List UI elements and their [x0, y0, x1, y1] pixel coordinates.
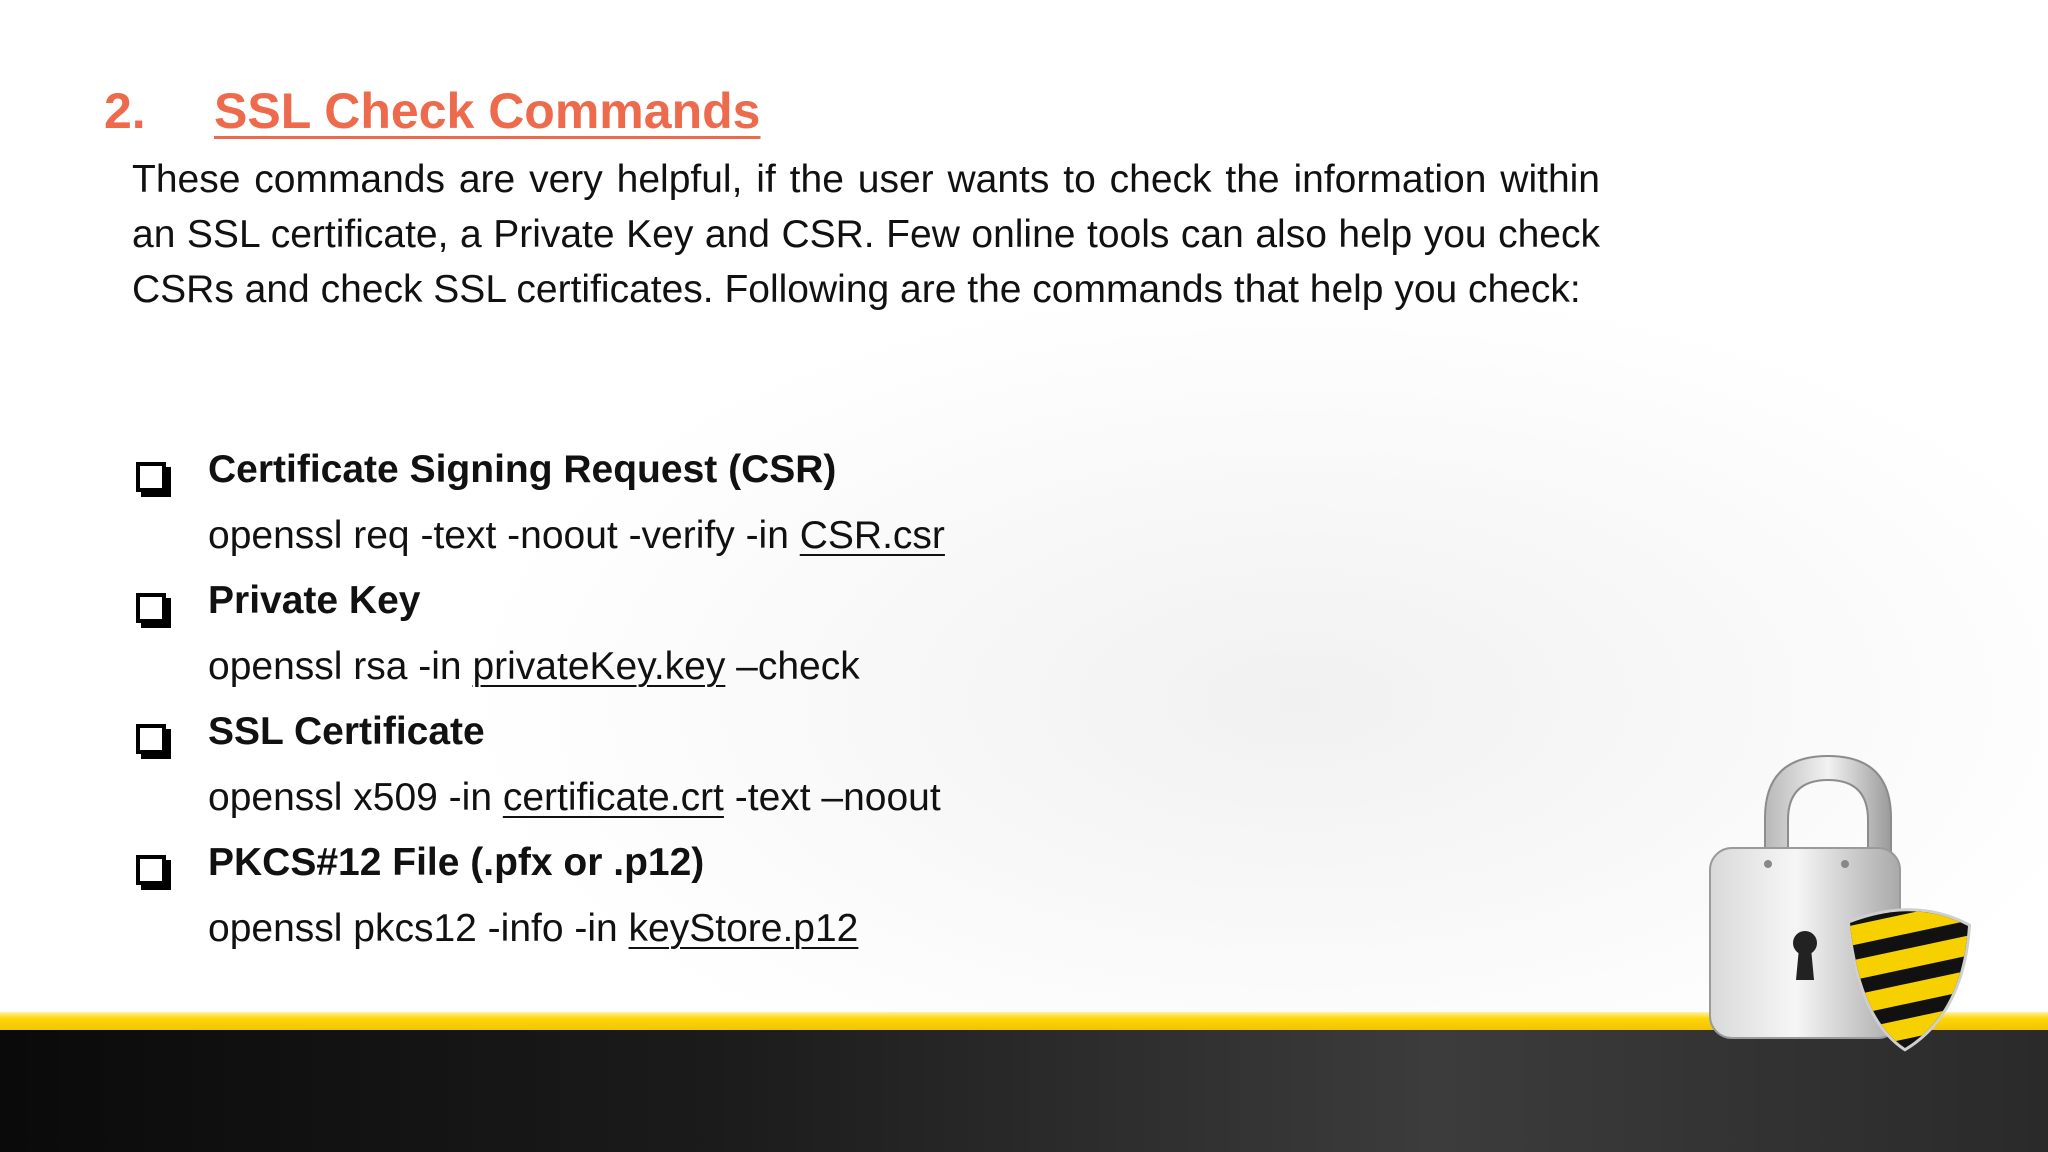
command-text: openssl req -text -noout -verify -in [208, 514, 800, 557]
file-name: privateKey.key [472, 645, 726, 688]
command-text: openssl pkcs12 -info -in [208, 907, 629, 950]
list-item-csr [130, 442, 1430, 573]
padlock-shield-icon [1700, 748, 1980, 1060]
command-text: openssl rsa -in [208, 645, 473, 688]
checkbox-bullet-icon [136, 462, 166, 492]
file-name: CSR.csr [799, 514, 945, 557]
command-list [130, 442, 1430, 966]
item-title: SSL Certificate [208, 710, 485, 753]
checkbox-bullet-icon [136, 855, 166, 885]
list-item-pkcs12 [130, 835, 1430, 966]
section-heading [104, 78, 760, 144]
item-title: PKCS#12 File (.pfx or .p12) [208, 841, 705, 884]
item-command [208, 514, 945, 558]
item-title: Certificate Signing Request (CSR) [208, 448, 837, 491]
checkbox-bullet-icon [136, 593, 166, 623]
command-suffix: -text –noout [723, 776, 941, 819]
file-name: keyStore.p12 [628, 907, 859, 950]
file-name: certificate.crt [502, 776, 724, 819]
section-number: 2. [104, 83, 146, 139]
intro-paragraph: These commands are very helpful, if the user wants to check the information within an SSL certificate, a Private Key and CSR. Few online tools can also help you check CSRs and check SSL certificates. Following are the commands that help you check: [132, 158, 1600, 311]
section-title: SSL Check Commands [214, 83, 761, 139]
command-text: openssl x509 -in [208, 776, 503, 819]
item-command [208, 645, 860, 689]
list-item-ssl-certificate [130, 704, 1430, 835]
item-command [208, 907, 858, 951]
command-suffix: –check [725, 645, 860, 688]
item-title: Private Key [208, 579, 421, 622]
checkbox-bullet-icon [136, 724, 166, 754]
list-item-private-key [130, 573, 1430, 704]
item-command [208, 776, 941, 820]
